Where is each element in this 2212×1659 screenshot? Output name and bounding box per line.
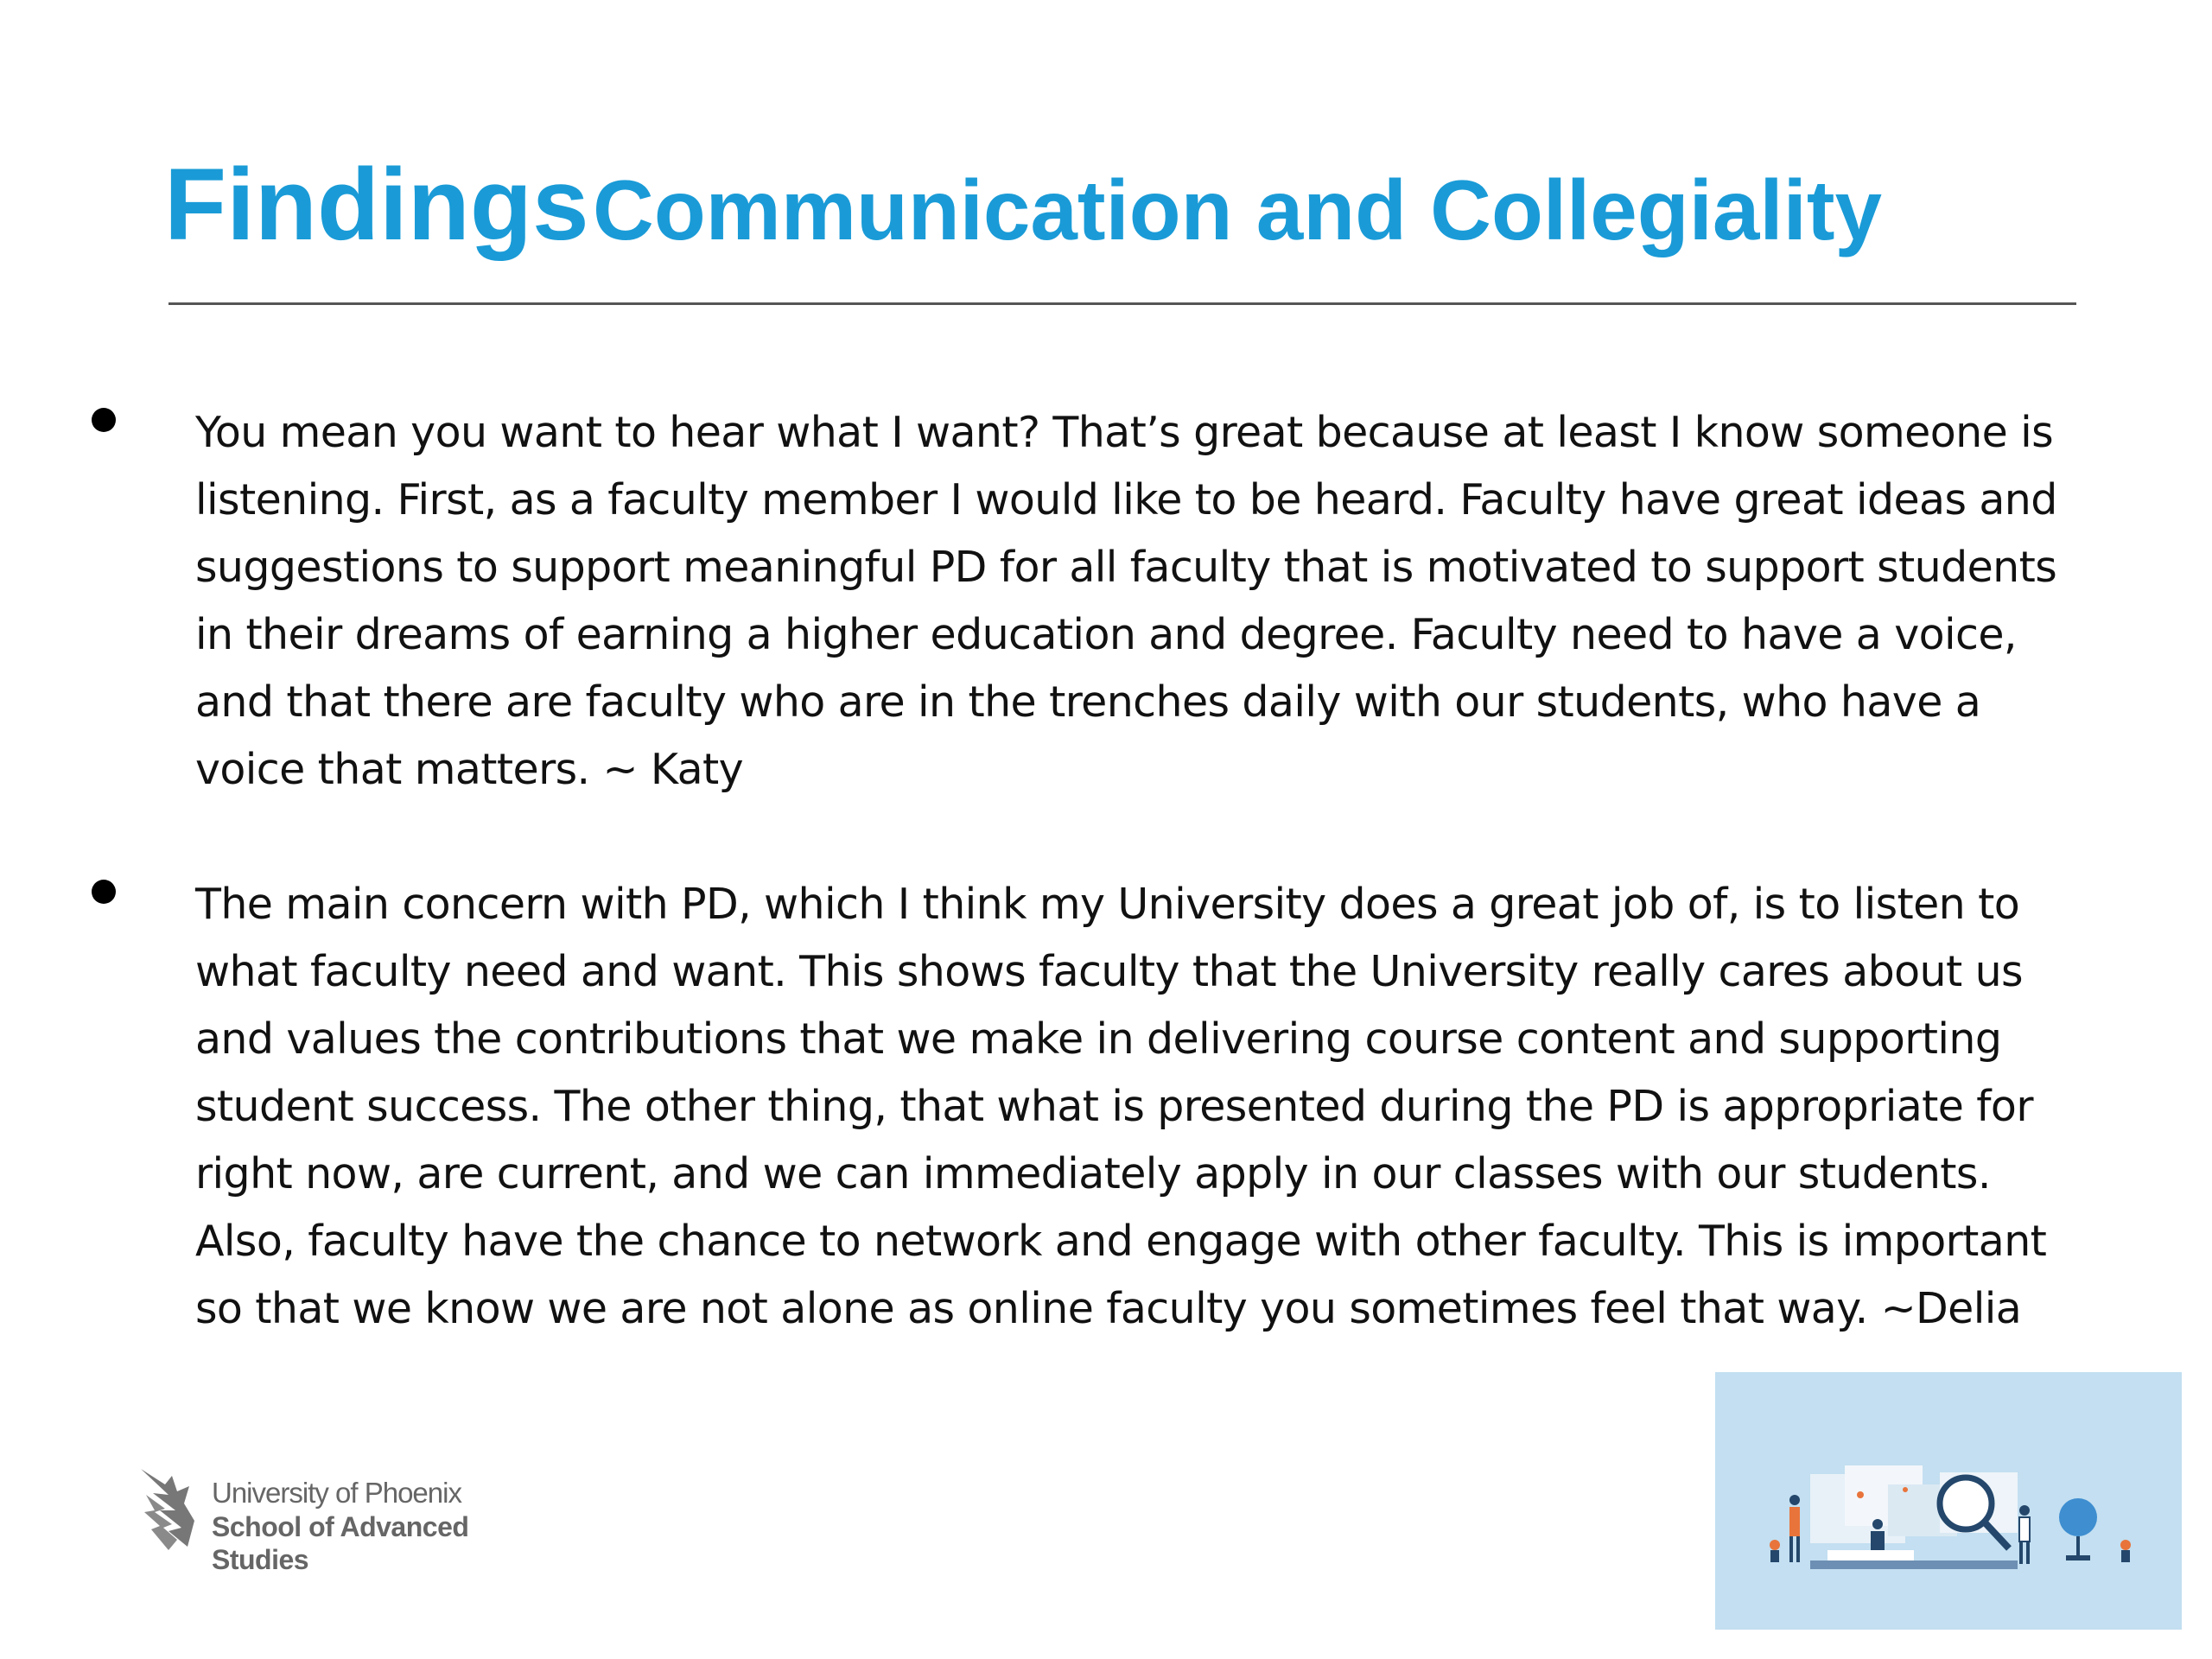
research-illustration: [1715, 1372, 2182, 1630]
bullet-list: [86, 399, 2091, 1410]
bullet-dot-icon: [92, 408, 116, 432]
logo-text: [212, 1476, 468, 1576]
title-sub: Communication and Collegiality: [593, 162, 1882, 257]
slide-title: [164, 148, 1882, 262]
logo-studies: Studies: [212, 1544, 309, 1575]
title-main: Findings: [164, 148, 589, 262]
research-illustration-icon: [1715, 1372, 2182, 1630]
bullet-item-delia: [86, 871, 2091, 1343]
quote-katy: You mean you want to hear what I want? That’s great because at least I know someone is listening. First, as a faculty member I would like to be heard. Faculty have great ideas and suggestions to support meaningful PD for all faculty that is motivated to support students in their dreams of earning a higher education and degree. Faculty need to have a voice, and that there are faculty who are in the trenches daily with our students, who have a voice that matters. ~ Katy: [195, 408, 2057, 794]
logo-school: School of Advanced: [212, 1511, 469, 1542]
university-logo: [134, 1460, 514, 1599]
bullet-dot-icon: [92, 880, 116, 904]
bullet-item-katy: [86, 399, 2091, 804]
phoenix-logo-icon: [134, 1460, 212, 1555]
quote-delia: The main concern with PD, which I think my University does a great job of, is to listen to what faculty need and want. This shows faculty that the University really cares about us and values the contributions that we make in delivering course content and supporting student success. The other thing, that what is presented during the PD is appropriate for right now, are current, and we can immediately apply in our classes with our students. Also, faculty have the chance to network and engage with other faculty. This is important so that we know we are not alone as online faculty you sometimes feel that way. ~Delia: [195, 880, 2047, 1333]
logo-university: University of Phoenix: [212, 1477, 461, 1509]
title-divider: [168, 302, 2076, 305]
